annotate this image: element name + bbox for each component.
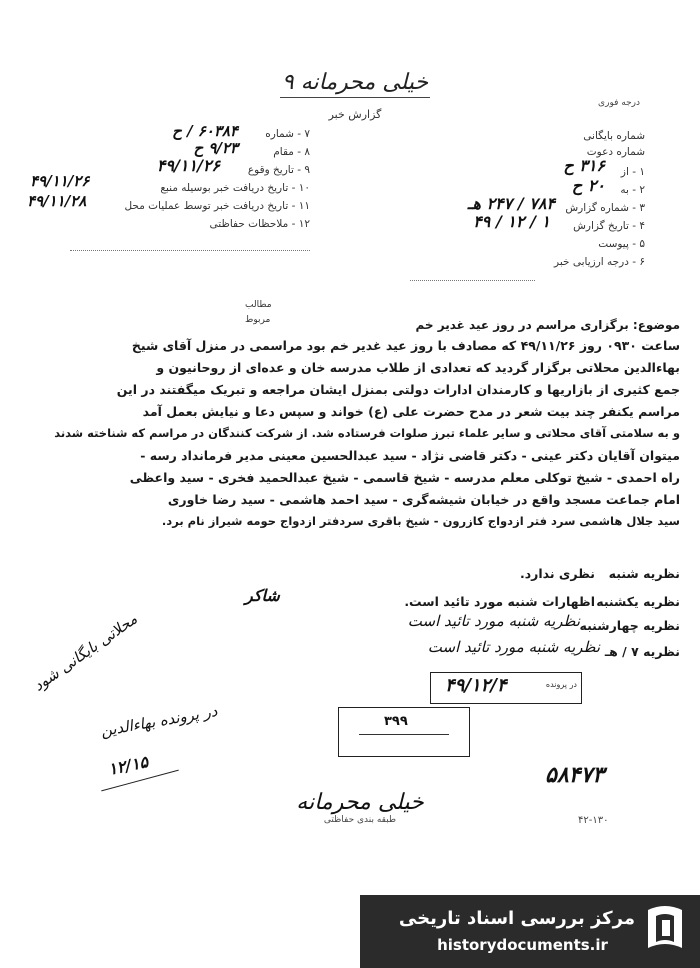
field-label: ۱ - از <box>620 166 645 178</box>
handwritten-code: ۵۸۴۷۳ <box>545 762 605 788</box>
field-value: ۹/۲۳ ح <box>193 139 238 157</box>
opinions <box>245 560 680 670</box>
form-code: ۴۲-۱۳۰ <box>578 815 609 826</box>
watermark-logo-icon <box>640 900 690 958</box>
field-label: ۸ - مقام <box>273 146 310 158</box>
archive-stamp <box>430 672 582 704</box>
body-line: ساعت ۰۹۳۰ روز ۴۹/۱۱/۲۶ که مصادف با روز عید غدیر خم بود مراسمی در منزل آقای شیخ <box>131 338 680 353</box>
classification-sub: طبقه بندی حفاظتی <box>323 815 397 825</box>
left-fields <box>27 122 310 262</box>
field-label: ۳ - شماره گزارش <box>565 202 645 214</box>
watermark-url: historydocuments.ir <box>437 936 608 954</box>
field-label: ۱۱ - تاریخ دریافت خبر توسط عملیات محل <box>124 200 310 212</box>
opinion-handwriting: نظریه شنبه مورد تائید است <box>427 638 600 656</box>
report-subtitle: گزارش خبر <box>328 108 382 121</box>
file-number-box <box>338 707 470 757</box>
margin-note: مربوط <box>245 315 271 325</box>
field-value: ۴۹/۱۱/۲۸ <box>27 192 87 210</box>
field-label: ۹ - تاریخ وقوع <box>247 164 310 176</box>
right-fields <box>420 130 645 280</box>
stamp-label: در پرونده <box>545 680 577 689</box>
opinion-label: نظریه چهارشنبه <box>579 618 680 633</box>
field-label: شماره بایگانی <box>583 130 645 142</box>
classification-stamp: خیلی محرمانه <box>296 790 424 815</box>
field-value: ۶۰۳۸۴ / ح <box>172 122 238 140</box>
field-value: ۴۹ / ۱۲ / ۱ <box>473 212 550 231</box>
field-value: ۲۰ ح <box>571 176 605 195</box>
handwritten-title: خیلی محرمانه ۹ <box>281 70 429 95</box>
field-value: ۴۹/۱۱/۲۶ <box>30 172 90 190</box>
field-label: ۱۰ - تاریخ دریافت خبر بوسیله منبع <box>160 182 310 194</box>
field-value: ۴۹/۱۱/۲۶ <box>156 156 220 175</box>
opinion-label: نظریه ۷ / هـ <box>604 644 680 659</box>
stamp-number: ۳۹۹ <box>384 714 408 729</box>
body-line: میتوان آقایان دکتر عینی - دکتر قاضی نژاد - سید عبدالحسین معینی مدیر فرمانداد رسه - <box>140 448 680 463</box>
body-line: راه احمدی - شیخ توکلی معلم مدرسه - شیخ قاسمی - شیخ عبدالحمید فخری - سید واعظی <box>129 470 680 485</box>
opinion-handwriting: شاکر <box>245 586 280 605</box>
body-line: امام جماعت مسجد واقع در خیابان شیشه‌گری - سید احمد هاشمی - سید رضا خاوری <box>167 492 680 507</box>
field-value: ۳۱۶ ح <box>563 156 605 175</box>
field-label: ۷ - شماره <box>265 128 310 140</box>
opinion-text: نظری ندارد. <box>519 566 595 581</box>
field-label: ۱۲ - ملاحظات حفاظتی <box>209 218 310 230</box>
field-label: ۴ - تاریخ گزارش <box>573 220 645 232</box>
body-line: بهاءالدین محلاتی برگزار گردید که تعدادی از طلاب مدرسه خان و عده‌ای از روحانیون و <box>156 360 680 375</box>
opinion-text: اظهارات شنبه مورد تائید است. <box>404 594 595 609</box>
opinion-label: نظریه شنبه <box>608 566 680 581</box>
field-label: ۲ - به <box>620 184 645 196</box>
body-line: جمع کثیری از بازاریها و کارمندان ادارات دولتی بمنزل ایشان مراجعه و تبریک میگفتند در این <box>116 382 680 397</box>
opinion-handwriting: نظریه شنبه مورد تائید است <box>407 612 580 630</box>
signature-note: در پرونده بهاءالدین <box>99 701 219 741</box>
priority-label: درجه فوری <box>598 98 640 108</box>
title-underline <box>280 97 430 98</box>
body-line: سید جلال هاشمی سرد فتر ازدواج کازرون - شیخ باقری سردفتر ازدواج حومه شیراز نام برد. <box>161 514 680 528</box>
watermark-org: مرکز بررسی اسناد تاریخی <box>398 908 635 929</box>
body-line: مراسم یکنفر چند بیت شعر در مدح حضرت علی (ع) خواند و سپس دعا و نیایش بعمل آمد <box>142 404 680 419</box>
stamp-rule <box>359 734 449 735</box>
field-dots <box>410 280 535 281</box>
opinion-label: نظریه یکشنبه <box>596 594 680 609</box>
field-dots <box>70 250 310 251</box>
subject-line: موضوع: برگزاری مراسم در روز عید غدیر خم <box>415 318 680 332</box>
field-label: شماره دعوت <box>586 146 645 158</box>
stamp-date: ۴۹/۱۲/۴ <box>445 675 507 696</box>
signature-note: محلاتی بایگانی شود <box>30 609 141 695</box>
margin-note: مطالب <box>245 300 272 310</box>
signature-date: ۱۲/۱۵ <box>106 752 150 779</box>
field-value: ۷۸۴ / ۲۴۷ هـ <box>467 194 555 213</box>
field-label: ۵ - پیوست <box>598 238 645 250</box>
body-line: و به سلامتی آقای محلاتی و سایر علماء تبرز صلوات فرستاده شد. از شرکت کنندگان در مراسم که شناخته شدند <box>54 426 680 440</box>
field-label: ۶ - درجه ارزیابی خبر <box>554 256 645 268</box>
